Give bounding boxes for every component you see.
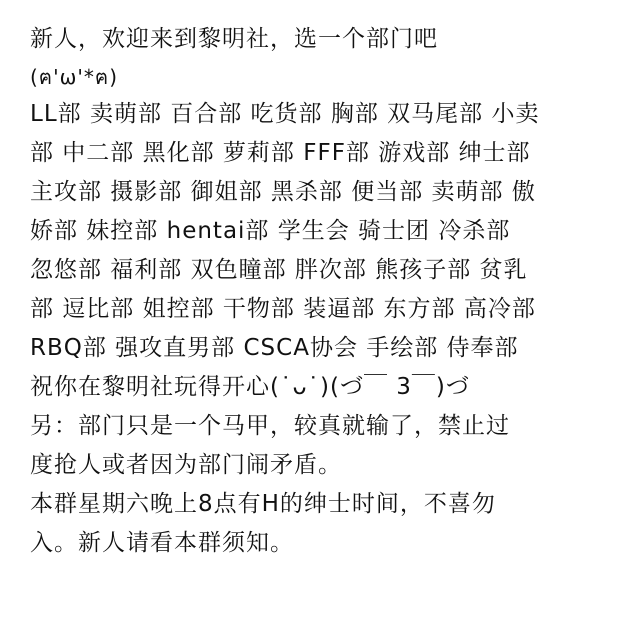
notice-line-departments-2: 部 中二部 黑化部 萝莉部 FFF部 游戏部 绅士部: [30, 140, 531, 166]
notice-line-greeting: 祝你在黎明社玩得开心(˙ᴗ˙)(づ￣ 3￣)づ: [30, 374, 470, 400]
notice-line-departments-5: 忽悠部 福利部 双色瞳部 胖次部 熊孩子部 贫乳: [30, 257, 528, 283]
notice-line-schedule-2: 入。新人请看本群须知。: [30, 530, 294, 556]
notice-line-welcome: 新人，欢迎来到黎明社，选一个部门吧: [30, 26, 438, 52]
notice-line-rule-2: 度抢人或者因为部门闹矛盾。: [30, 452, 342, 478]
notice-line-departments-4: 娇部 妹控部 hentai部 学生会 骑士团 冷杀部: [30, 218, 511, 244]
notice-line-departments-1: LL部 卖萌部 百合部 吃货部 胸部 双马尾部 小卖: [30, 101, 540, 127]
notice-line-departments-3: 主攻部 摄影部 御姐部 黑杀部 便当部 卖萌部 傲: [30, 179, 536, 205]
notice-line-emoticon: (ฅ'ω'*ฅ): [30, 65, 119, 89]
group-notice-text: [30, 20, 620, 563]
notice-line-departments-6: 部 逗比部 姐控部 干物部 装逼部 东方部 高冷部: [30, 296, 536, 322]
notice-line-rule-1: 另：部门只是一个马甲，较真就输了，禁止过: [30, 413, 510, 439]
notice-line-schedule-1: 本群星期六晚上8点有H的绅士时间，不喜勿: [30, 491, 496, 517]
notice-line-departments-7: RBQ部 强攻直男部 CSCA协会 手绘部 侍奉部: [30, 335, 519, 361]
